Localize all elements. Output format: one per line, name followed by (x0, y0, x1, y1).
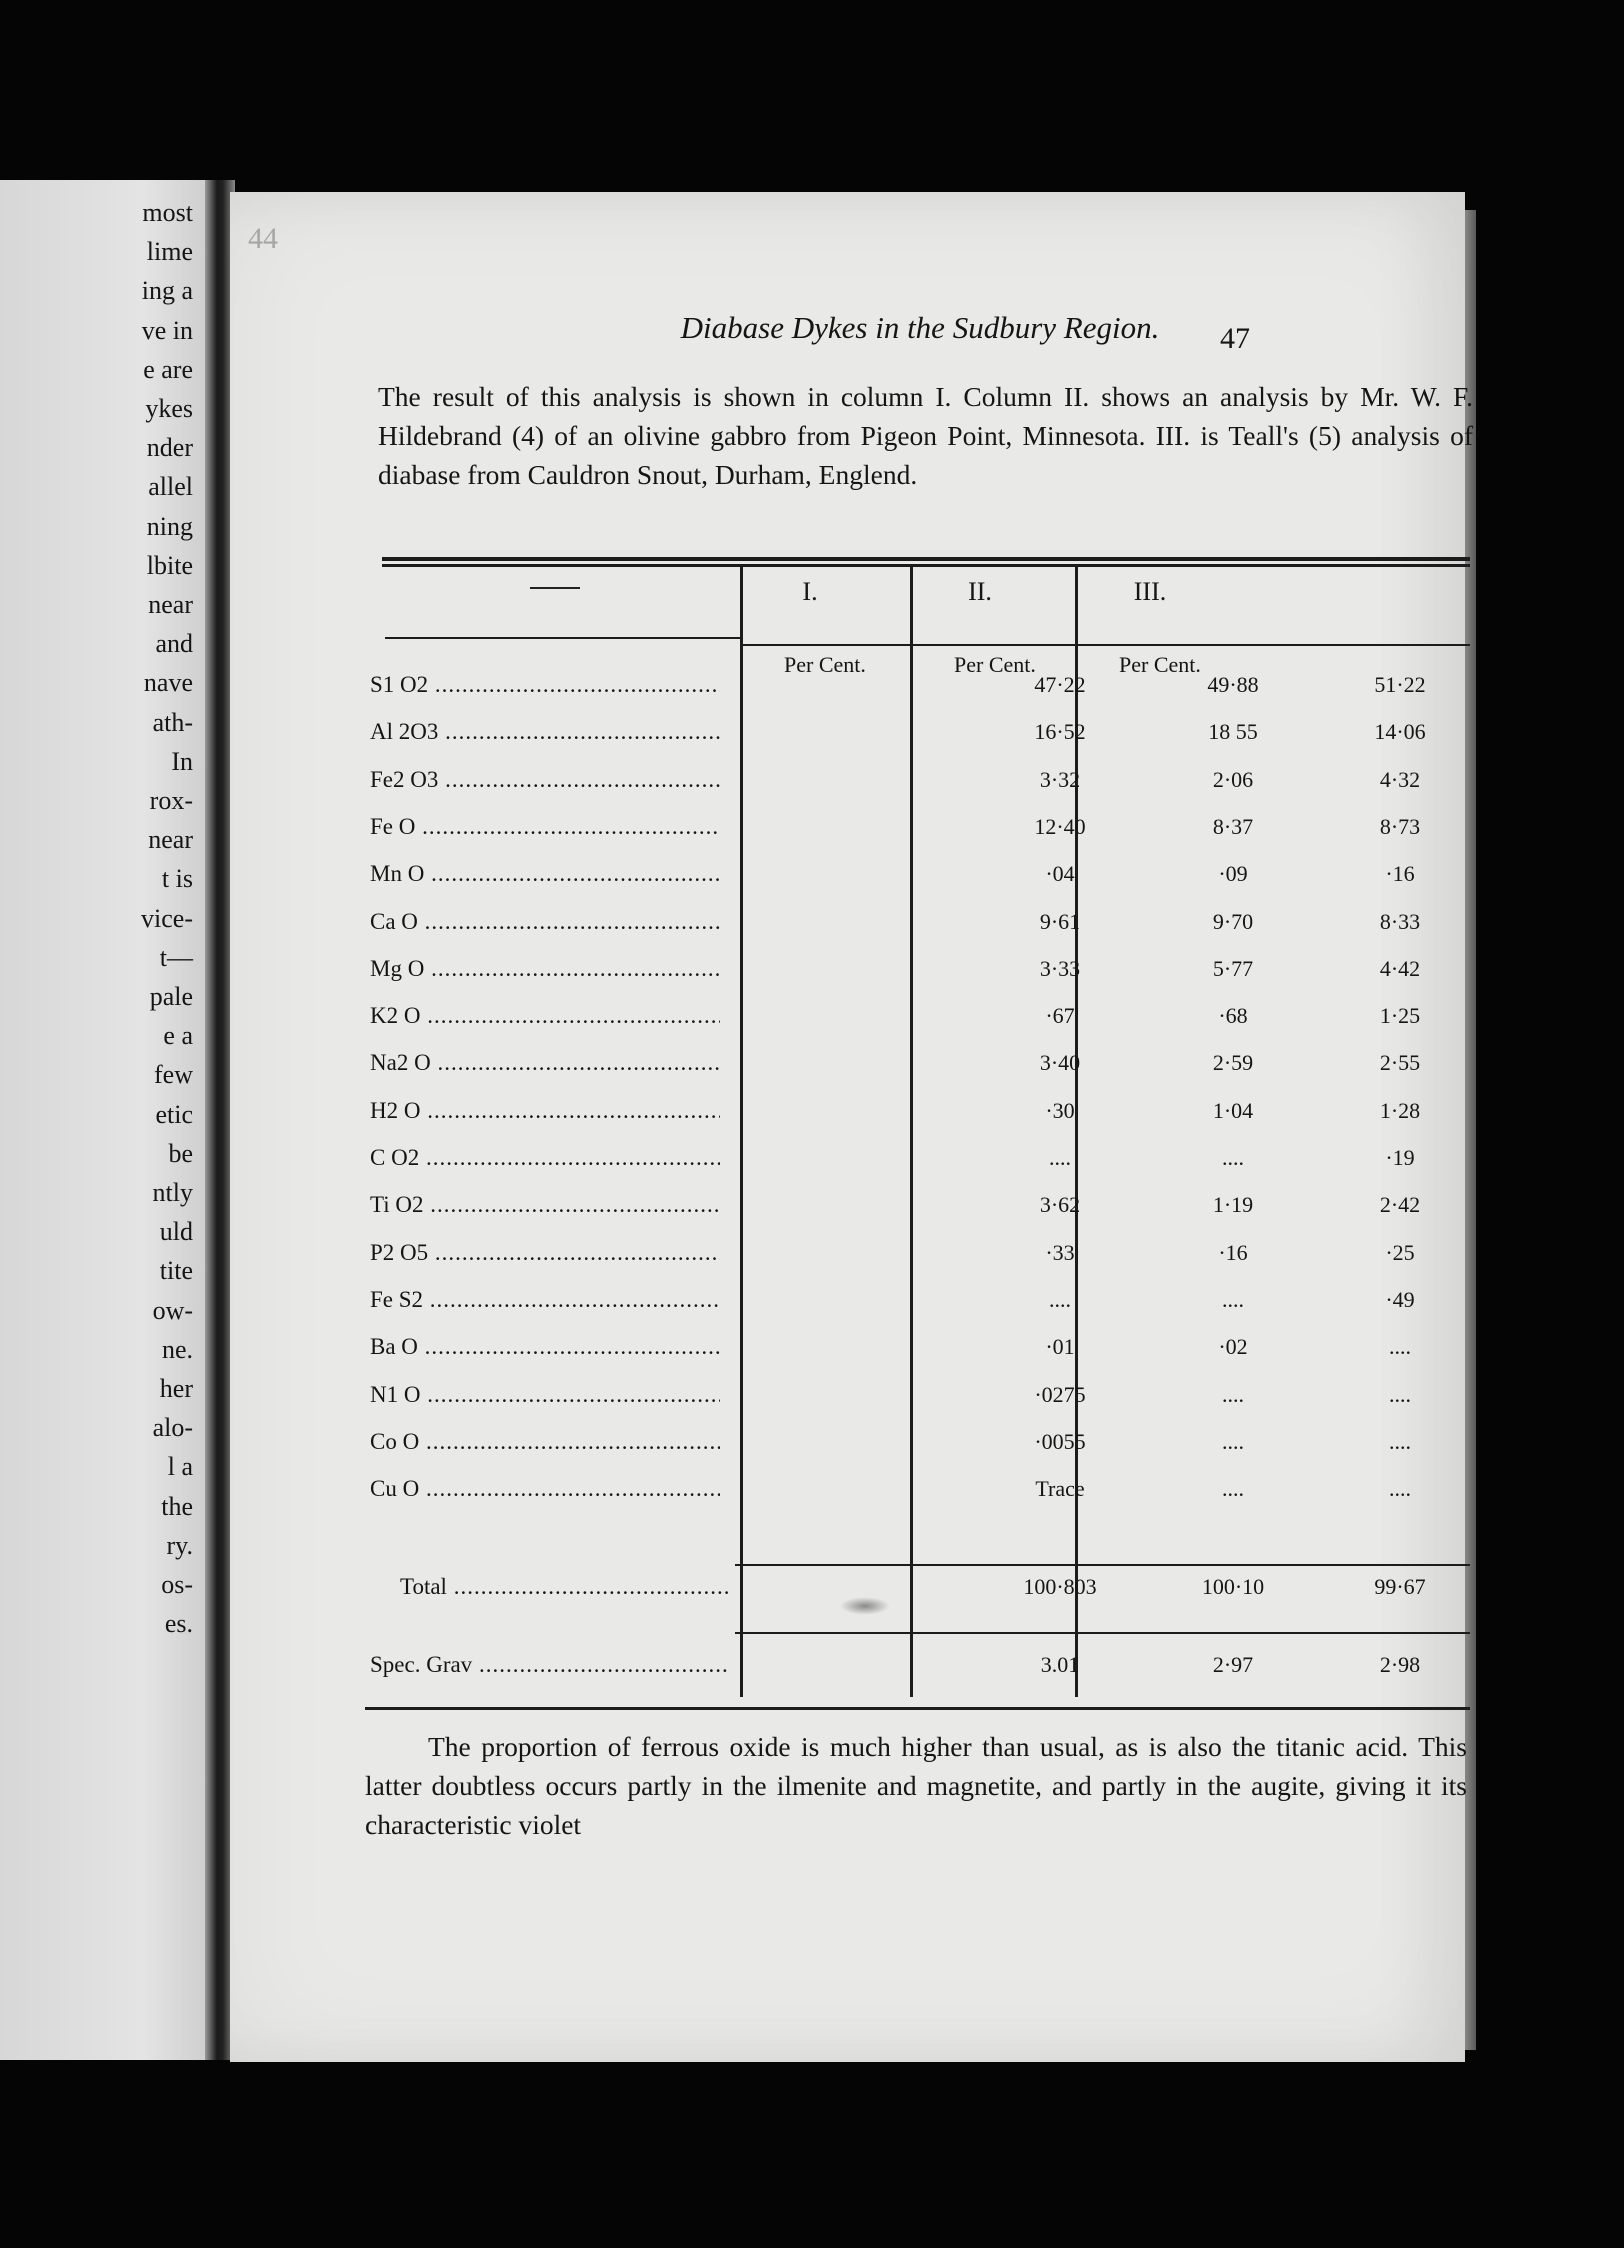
cell-value: 2·55 (1379, 1050, 1421, 1076)
spec-grav-value-2: 2·97 (1212, 1652, 1254, 1677)
cell-value: 8·73 (1379, 813, 1421, 839)
left-page-fragment: and (155, 629, 193, 659)
cell-value: 16·52 (1034, 719, 1086, 745)
header-rule (743, 644, 1470, 646)
compound-label: Mn O ..... (370, 861, 720, 887)
left-page-fragment: allel (148, 472, 193, 502)
cell-value: ·0055 (1034, 1428, 1086, 1454)
compound-label: Cu O ..... (370, 1476, 720, 1502)
spec-grav-row (370, 1652, 1470, 1692)
cell-value: .... (1389, 1381, 1411, 1407)
left-page-fragment: ry. (166, 1530, 193, 1560)
compound-label: Al 2O3 ..... (370, 719, 720, 745)
cell-value: 1·28 (1379, 1097, 1421, 1123)
cell-value: ·25 (1385, 1239, 1415, 1265)
spec-grav-rule (735, 1632, 1470, 1634)
compound-label: Ca O ..... (370, 909, 720, 935)
previous-page-fragment (0, 180, 205, 2060)
cell-value: ·30 (1045, 1097, 1075, 1123)
left-page-fragment: e a (163, 1021, 193, 1051)
cell-value: 4·42 (1379, 955, 1421, 981)
left-page-fragment: os- (161, 1570, 193, 1599)
compound-label: Na2 O ..... (370, 1050, 720, 1076)
cell-value: 3·40 (1039, 1050, 1081, 1076)
total-value-3: 99·67 (1374, 1574, 1426, 1599)
left-page-fragment: few (154, 1060, 193, 1090)
table-row (370, 1145, 1470, 1191)
table-row (370, 1240, 1470, 1286)
cell-value: .... (1222, 1476, 1244, 1502)
compound-label: K2 O ..... (370, 1003, 720, 1029)
table-bottom-rule (365, 1707, 1470, 1710)
table-stub-dash (530, 587, 580, 589)
left-page-fragment: t is (161, 864, 193, 894)
total-value-1: 100·803 (1023, 1574, 1097, 1599)
cell-value: 2·06 (1212, 766, 1254, 792)
table-row (370, 1192, 1470, 1238)
cell-value: 1·19 (1212, 1192, 1254, 1218)
cell-value: 2·42 (1379, 1192, 1421, 1218)
cell-value: 51·22 (1374, 672, 1426, 697)
cell-value: ·09 (1218, 861, 1248, 887)
closing-paragraph: The proportion of ferrous oxide is much higher than usual, as is also the titanic acid. This latter doubtless occurs partly in the ilmenite and magnetite, and partly in the augite, giving it its characteristic violet (365, 1731, 1467, 1840)
cell-value: .... (1222, 1381, 1244, 1407)
page-number: 47 (1220, 322, 1250, 355)
spec-grav-value-1: 3.01 (1040, 1652, 1080, 1677)
table-row (370, 1382, 1470, 1428)
running-head: Diabase Dykes in the Sudbury Region. (680, 310, 1160, 345)
left-page-fragment: l a (167, 1452, 193, 1482)
cell-value: 2·59 (1212, 1050, 1254, 1076)
cell-value: .... (1222, 1145, 1244, 1170)
left-page-fragment: nave (143, 668, 193, 698)
column-header-2: II. (968, 577, 992, 606)
table-row (370, 1287, 1470, 1333)
intro-paragraph: The result of this analysis is shown in column I. Column II. shows an analysis by Mr. W. F. Hildebrand (4) of an olivine gabbro from Pigeon Point, Minnesota. III. is Teall's (5) analysis of diabase from Cauldron Snout, Durham, Englend. (378, 381, 1473, 490)
cell-value: ·49 (1385, 1286, 1415, 1312)
total-label: Total ..... (400, 1574, 730, 1600)
cell-value: ·01 (1045, 1334, 1075, 1360)
left-page-fragment: lbite (146, 550, 193, 580)
corner-mark: 44 (248, 222, 278, 255)
left-page-fragment: her (159, 1374, 193, 1403)
cell-value: ·33 (1045, 1239, 1075, 1265)
left-page-fragment: ntly (152, 1178, 193, 1207)
left-page-fragment: ve in (141, 315, 193, 345)
compound-label: Mg O ..... (370, 956, 720, 982)
cell-value: 8·37 (1212, 813, 1254, 839)
cell-value: Trace (1035, 1476, 1085, 1502)
cell-value: ·68 (1218, 1003, 1248, 1029)
compound-label: N1 O ..... (370, 1382, 720, 1408)
spec-grav-label: Spec. Grav ..... (370, 1652, 730, 1678)
cell-value: 8·33 (1379, 908, 1421, 934)
cell-value: 3·62 (1039, 1192, 1081, 1218)
table-row (370, 1003, 1470, 1049)
left-page-fragment: rox- (149, 786, 193, 815)
cell-value: 1·25 (1379, 1003, 1421, 1029)
compound-label: Fe S2 ..... (370, 1287, 720, 1313)
compound-label: P2 O5 ..... (370, 1240, 720, 1266)
cell-value: 3·33 (1039, 955, 1081, 981)
unit-label-3: Per Cent. (1119, 652, 1201, 677)
compound-label: Fe2 O3 ..... (370, 767, 720, 793)
cell-value: ·04 (1045, 861, 1075, 887)
cell-value: ·02 (1218, 1334, 1248, 1360)
compound-label: Co O ..... (370, 1429, 720, 1455)
unit-label-1: Per Cent. (784, 652, 866, 677)
left-page-fragment: tite (159, 1256, 193, 1286)
left-page-fragment: nder (146, 433, 193, 463)
column-header-3: III. (1133, 577, 1167, 606)
left-page-fragment: the (161, 1491, 193, 1521)
cell-value: .... (1389, 1428, 1411, 1454)
cell-value: .... (1389, 1334, 1411, 1360)
cell-value: 18 55 (1208, 719, 1258, 745)
cell-value: 47·22 (1034, 672, 1086, 697)
cell-value: .... (1049, 1286, 1071, 1312)
cell-value: ·0275 (1034, 1381, 1086, 1407)
left-page-fragment: vice- (141, 903, 193, 933)
cell-value: .... (1222, 1286, 1244, 1312)
compound-label: C O2 ..... (370, 1145, 720, 1171)
table-row (370, 1098, 1470, 1144)
table-row (370, 861, 1470, 907)
left-page-fragment: ath- (152, 707, 193, 737)
left-page-fragment: ing a (141, 276, 193, 306)
table-row (370, 1334, 1470, 1380)
compound-label: Fe O ..... (370, 814, 720, 840)
left-page-fragment: e are (143, 354, 193, 384)
left-page-fragment: es. (164, 1609, 193, 1639)
ink-smudge (840, 1597, 890, 1615)
left-page-fragment: near (148, 825, 193, 855)
cell-value: ·16 (1385, 861, 1415, 887)
compound-label: H2 O ..... (370, 1098, 720, 1124)
cell-value: 12·40 (1034, 813, 1086, 839)
table-row (370, 909, 1470, 955)
compound-label: S1 O2 ..... (370, 672, 720, 698)
table-row (370, 956, 1470, 1002)
cell-value: .... (1049, 1145, 1071, 1170)
total-rule (735, 1564, 1470, 1566)
total-row (400, 1574, 1480, 1614)
left-page-fragment: t— (159, 942, 193, 972)
document-page (230, 192, 1473, 2062)
spec-grav-value-3: 2·98 (1379, 1652, 1421, 1677)
table-row (370, 672, 1470, 718)
left-page-fragment: uld (159, 1217, 193, 1247)
left-page-fragment: ne. (161, 1334, 193, 1364)
left-page-fragment: ow- (152, 1295, 193, 1325)
unit-label-2: Per Cent. (954, 652, 1036, 677)
table-row (370, 767, 1470, 813)
left-page-fragment: most (142, 198, 193, 227)
cell-value: 3·32 (1039, 766, 1081, 792)
total-value-2: 100·10 (1201, 1574, 1265, 1599)
cell-value: ·16 (1218, 1239, 1248, 1265)
left-page-fragment: near (148, 590, 193, 619)
compound-label: Ba O ..... (370, 1334, 720, 1360)
cell-value: 14·06 (1374, 719, 1426, 745)
cell-value: .... (1222, 1428, 1244, 1454)
table-top-rule (382, 557, 1470, 567)
compound-label: Ti O2 ..... (370, 1192, 720, 1218)
table-row (370, 814, 1470, 860)
left-page-fragment: ning (146, 511, 193, 541)
left-page-fragment: lime (146, 237, 193, 267)
table-row (370, 719, 1470, 765)
cell-value: .... (1389, 1476, 1411, 1502)
cell-value: 1·04 (1212, 1097, 1254, 1123)
left-page-fragment: etic (155, 1099, 193, 1129)
stub-header-rule (385, 637, 743, 639)
table-row (370, 1476, 1470, 1522)
left-page-fragment: be (168, 1138, 193, 1168)
cell-value: ·67 (1045, 1003, 1075, 1029)
cell-value: 9·70 (1212, 908, 1254, 934)
cell-value: 9·61 (1039, 908, 1081, 934)
table-row (370, 1429, 1470, 1475)
cell-value: ·19 (1385, 1145, 1415, 1170)
left-page-fragment: ykes (145, 394, 193, 423)
cell-value: 5·77 (1212, 955, 1254, 981)
left-page-fragment: alo- (152, 1413, 193, 1443)
column-header-1: I. (802, 577, 818, 606)
left-page-fragment: pale (149, 982, 193, 1011)
cell-value: 4·32 (1379, 766, 1421, 792)
table-row (370, 1050, 1470, 1096)
cell-value: 49·88 (1207, 672, 1259, 697)
left-page-fragment: In (171, 746, 193, 776)
